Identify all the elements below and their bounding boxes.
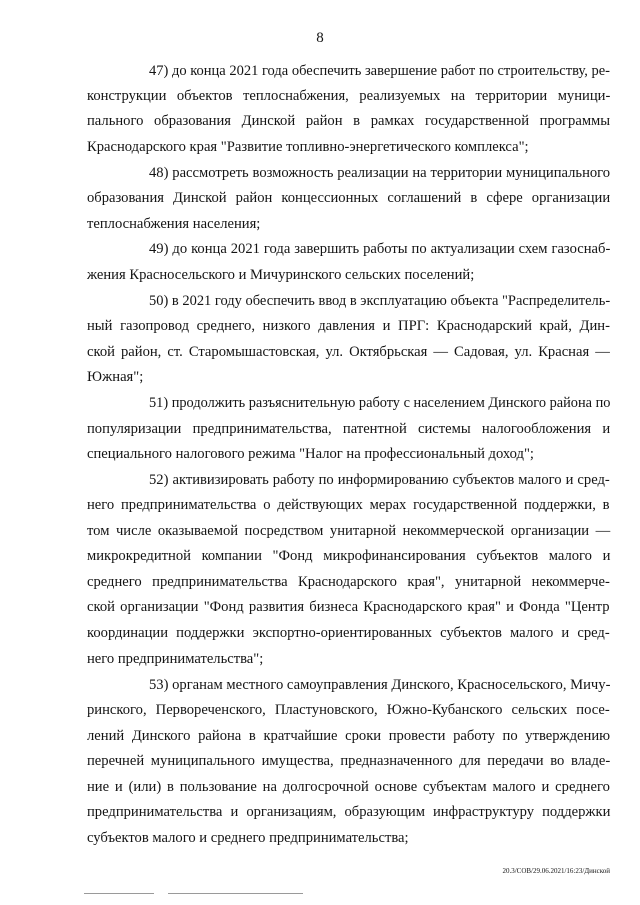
paragraph-53-line-2: ринского, Первореченского, Пластуновского, Южно-Кубанского сельских посе- [87, 702, 610, 718]
paragraph-50-line-2: ный газопровод среднего, низкого давления и ПРГ: Краснодарский край, Дин- [87, 318, 610, 334]
paragraph-52-line-3: том числе оказываемой посредством унитарной некоммерческой организации — [87, 523, 611, 539]
paragraph-50-line-4: Южная"; [87, 369, 144, 385]
paragraph-53-line-4: перечней муниципального имущества, предназначенного для передачи во владе- [87, 753, 611, 769]
scan-edge-line-left [84, 893, 154, 894]
paragraph-51-line-2: популяризации предпринимательства, патентной системы налогообложения и [87, 421, 611, 437]
paragraph-52-line-4: микрокредитной компании "Фонд микрофинансирования субъектов малого и [87, 548, 611, 564]
paragraph-50-line-3: ской район, ст. Старомышастовская, ул. Октябрьская — Садовая, ул. Красная — [87, 344, 610, 360]
document-registration-code: 20.3/СОВ/29.06.2021/16:23/Динской [502, 867, 610, 875]
scan-edge-line-right [168, 893, 303, 894]
paragraph-53-line-3: лений Динского района в кратчайшие сроки провести работу по утверждению [87, 728, 611, 744]
paragraph-47-line-3: пального образования Динской район в рамках государственной программы [87, 113, 611, 129]
paragraph-48-line-2: образования Динской район концессионных соглашений в сфере организации [87, 190, 611, 206]
paragraph-53-line-7: субъектов малого и среднего предпринимательства; [87, 830, 409, 846]
paragraph-52-line-6: ской организации "Фонд развития бизнеса Краснодарского края" и Фонда "Центр [87, 599, 610, 615]
paragraph-49-line-2: жения Красносельского и Мичуринского сельских поселений; [87, 267, 475, 283]
paragraph-52-line-1: 52) активизировать работу по информированию субъектов малого и сред- [149, 472, 610, 488]
paragraph-48-line-3: теплоснабжения населения; [87, 216, 261, 232]
paragraph-52-line-2: него предпринимательства о действующих мерах государственной поддержки, в [87, 497, 610, 513]
paragraph-47-line-4: Краснодарского края "Развитие топливно-энергетического комплекса"; [87, 139, 529, 155]
paragraph-51-line-3: специального налогового режима "Налог на профессиональный доход"; [87, 446, 534, 462]
paragraph-52-line-7: координации поддержки экспортно-ориентированных субъектов малого и сред- [87, 625, 610, 641]
paragraph-50-line-1: 50) в 2021 году обеспечить ввод в эксплуатацию объекта "Распределитель- [149, 293, 611, 309]
page-number: 8 [316, 30, 324, 46]
paragraph-49-line-1: 49) до конца 2021 года завершить работы по актуализации схем газоснаб- [149, 241, 611, 257]
paragraph-47-line-2: конструкции объектов теплоснабжения, реализуемых на территории муници- [87, 88, 611, 104]
paragraph-52-line-5: среднего предпринимательства Краснодарского края", унитарной некоммерче- [87, 574, 610, 590]
paragraph-53-line-1: 53) органам местного самоуправления Динского, Красносельского, Мичу- [149, 677, 611, 693]
paragraph-48-line-1: 48) рассмотреть возможность реализации на территории муниципального [149, 165, 611, 181]
paragraph-53-line-5: ние и (или) в пользование на долгосрочной основе субъектам малого и среднего [87, 779, 610, 795]
paragraph-52-line-8: него предпринимательства"; [87, 651, 264, 667]
paragraph-51-line-1: 51) продолжить разъяснительную работу с населением Динского района по [149, 395, 611, 411]
paragraph-53-line-6: предпринимательства и организациям, образующим инфраструктуру поддержки [87, 804, 611, 820]
paragraph-47-line-1: 47) до конца 2021 года обеспечить завершение работ по строительству, ре- [149, 63, 610, 79]
